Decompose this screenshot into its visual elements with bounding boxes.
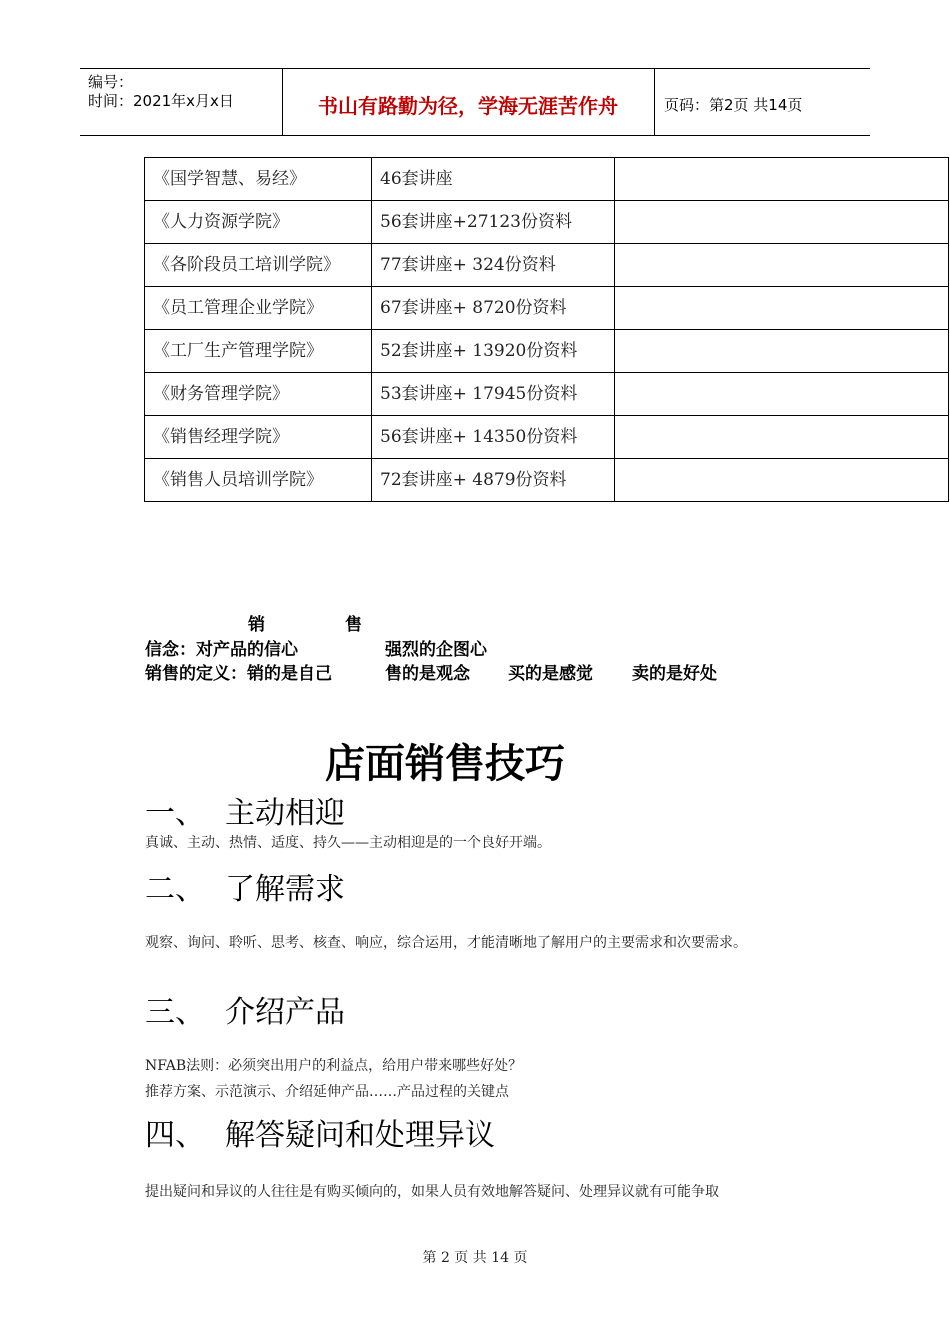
table-row [145, 373, 949, 416]
course-extra-cell [615, 158, 949, 201]
section-number: 四、 [145, 1118, 205, 1153]
course-extra-cell [615, 416, 949, 459]
course-name-cell: 《财务管理学院》 [145, 373, 372, 416]
section-number: 一、 [145, 796, 205, 831]
table-row [145, 330, 949, 373]
course-content-cell: 53套讲座+ 17945份资料 [372, 373, 615, 416]
definition-item: 售的是观念 [385, 664, 470, 684]
course-name-cell: 《销售经理学院》 [145, 416, 372, 459]
table-row [145, 244, 949, 287]
section-number: 三、 [145, 995, 205, 1030]
table-row [145, 416, 949, 459]
course-content-cell: 67套讲座+ 8720份资料 [372, 287, 615, 330]
course-extra-cell [615, 373, 949, 416]
course-content-cell: 72套讲座+ 4879份资料 [372, 459, 615, 502]
course-content-cell: 46套讲座 [372, 158, 615, 201]
belief-value: 强烈的企图心 [385, 640, 487, 660]
course-name-cell: 《国学智慧、易经》 [145, 158, 372, 201]
course-table [144, 157, 949, 502]
course-content-cell: 52套讲座+ 13920份资料 [372, 330, 615, 373]
document-title: 店面销售技巧 [325, 741, 565, 787]
definition-item: 买的是感觉 [508, 664, 593, 684]
section-body: 真诚、主动、热情、适度、持久——主动相迎是的一个良好开端。 [145, 835, 551, 851]
course-name-cell: 《工厂生产管理学院》 [145, 330, 372, 373]
section-body: 观察、询问、聆听、思考、核查、响应，综合运用，才能清晰地了解用户的主要需求和次要需求。 [145, 935, 747, 951]
table-row [145, 287, 949, 330]
header-time-label: 时间：2021年x月x日 [88, 92, 234, 110]
table-row [145, 201, 949, 244]
header-page-label: 页码：第2页 共14页 [664, 96, 803, 114]
section-title: 了解需求 [225, 872, 345, 907]
header-top-rule [80, 68, 870, 69]
course-name-cell: 《各阶段员工培训学院》 [145, 244, 372, 287]
course-extra-cell [615, 201, 949, 244]
course-content-cell: 56套讲座+27123份资料 [372, 201, 615, 244]
table-row [145, 459, 949, 502]
course-extra-cell [615, 330, 949, 373]
course-extra-cell [615, 287, 949, 330]
section-title: 介绍产品 [225, 995, 345, 1030]
course-extra-cell [615, 459, 949, 502]
section-title: 主动相迎 [225, 796, 345, 831]
page-footer: 第 2 页 共 14 页 [422, 1250, 528, 1266]
course-content-cell: 56套讲座+ 14350份资料 [372, 416, 615, 459]
section-number: 二、 [145, 872, 205, 907]
course-content-cell: 77套讲座+ 324份资料 [372, 244, 615, 287]
course-extra-cell [615, 244, 949, 287]
header-code-label: 编号： [88, 73, 134, 91]
header-motto: 书山有路勤为径，学海无涯苦作舟 [318, 94, 618, 118]
belief-label: 信念：对产品的信心 [145, 640, 298, 660]
header-divider [654, 68, 655, 136]
course-name-cell: 《人力资源学院》 [145, 201, 372, 244]
section-body: 提出疑问和异议的人往往是有购买倾向的，如果人员有效地解答疑问、处理异议就有可能争取 [145, 1184, 719, 1200]
course-name-cell: 《员工管理企业学院》 [145, 287, 372, 330]
table-row [145, 158, 949, 201]
sales-heading-char: 售 [345, 615, 362, 635]
section-body: 推荐方案、示范演示、介绍延伸产品……产品过程的关键点 [145, 1084, 509, 1100]
section-title: 解答疑问和处理异议 [225, 1118, 495, 1153]
course-name-cell: 《销售人员培训学院》 [145, 459, 372, 502]
definition-label: 销售的定义：销的是自己 [145, 664, 332, 684]
section-body: NFAB法则：必须突出用户的利益点，给用户带来哪些好处？ [145, 1058, 523, 1074]
header-bottom-rule [80, 135, 870, 136]
sales-heading-char: 销 [248, 615, 265, 635]
definition-item: 卖的是好处 [632, 664, 717, 684]
